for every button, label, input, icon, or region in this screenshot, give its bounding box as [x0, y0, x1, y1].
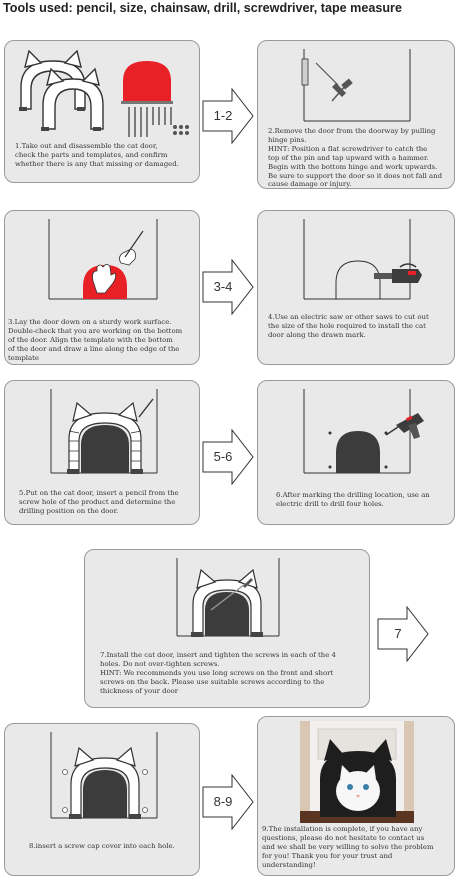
step-5-panel [4, 380, 200, 525]
step-7-panel [84, 549, 370, 708]
arrow-3-4-label: 3-4 [213, 279, 233, 294]
arrow-5-6-label: 5-6 [213, 449, 233, 464]
arrow-1-2-label: 1-2 [213, 108, 233, 123]
step-8-panel [4, 723, 200, 876]
step-6-panel [257, 380, 455, 525]
arrow-7 [377, 606, 429, 662]
step-3-panel [4, 210, 200, 365]
arrow-7-label: 7 [394, 626, 402, 641]
step-1-caption: 1.Take out and disassemble the cat door, check the parts and templates, and confirm whether there is any that missing or damaged. [15, 142, 179, 168]
step-4-caption: 4.Use an electric saw or other saws to cut out the size of the hole required to install the cat door along the drawn mark. [268, 313, 429, 339]
step-2-caption: 2.Remove the door from the doorway by pulling hinge pins. HINT: Position a flat screwdriver to catch the top of the pin and tap upward with a hammer. Begin with the bottom hinge and work upwards. Be sure to support the door so it does not fall and cause damage or injury. [268, 127, 443, 189]
step-9-panel [257, 716, 455, 876]
page-title: Tools used: pencil, size, chainsaw, drill, screwdriver, tape measure [3, 1, 402, 15]
arrow-5-6 [202, 429, 254, 485]
arrow-3-4 [202, 259, 254, 315]
step-8-caption: 8.insert a screw cap cover into each hole. [29, 842, 175, 850]
step-1-panel [4, 40, 200, 183]
step-2-panel [257, 40, 455, 189]
step-4-panel [257, 210, 455, 365]
step-6-caption: 6.After marking the drilling location, use an electric drill to drill four holes. [276, 491, 430, 508]
step-9-caption: 9.The installation is complete, if you have any questions, please do not hesitate to contact us and we shall be very willing to solve the problem for you! Thank you for your trust and understanding! [262, 825, 434, 869]
arrow-1-2 [202, 88, 254, 144]
arrow-8-9 [202, 774, 254, 830]
saw-cutting-illustration [258, 211, 455, 365]
screw-cap-illustration [5, 724, 200, 876]
step-5-caption: 5.Put on the cat door, insert a pencil from the screw hole of the product and determine the drilling position on the door. [19, 489, 179, 515]
step-7-caption: 7.Install the cat door, insert and tighten the screws in each of the 4 holes. Do not over-tighten screws. HINT: We recommends you use long screws on the front and short screws on the back. Please use suitable screws according to the thickness of your door [100, 651, 336, 695]
step-3-caption: 3.Lay the door down on a sturdy work surface. Double-check that you are working on the bottom of the door. Align the template with the bottom of the door and draw a line along the edge of the template [8, 318, 183, 362]
arrow-8-9-label: 8-9 [213, 794, 233, 809]
